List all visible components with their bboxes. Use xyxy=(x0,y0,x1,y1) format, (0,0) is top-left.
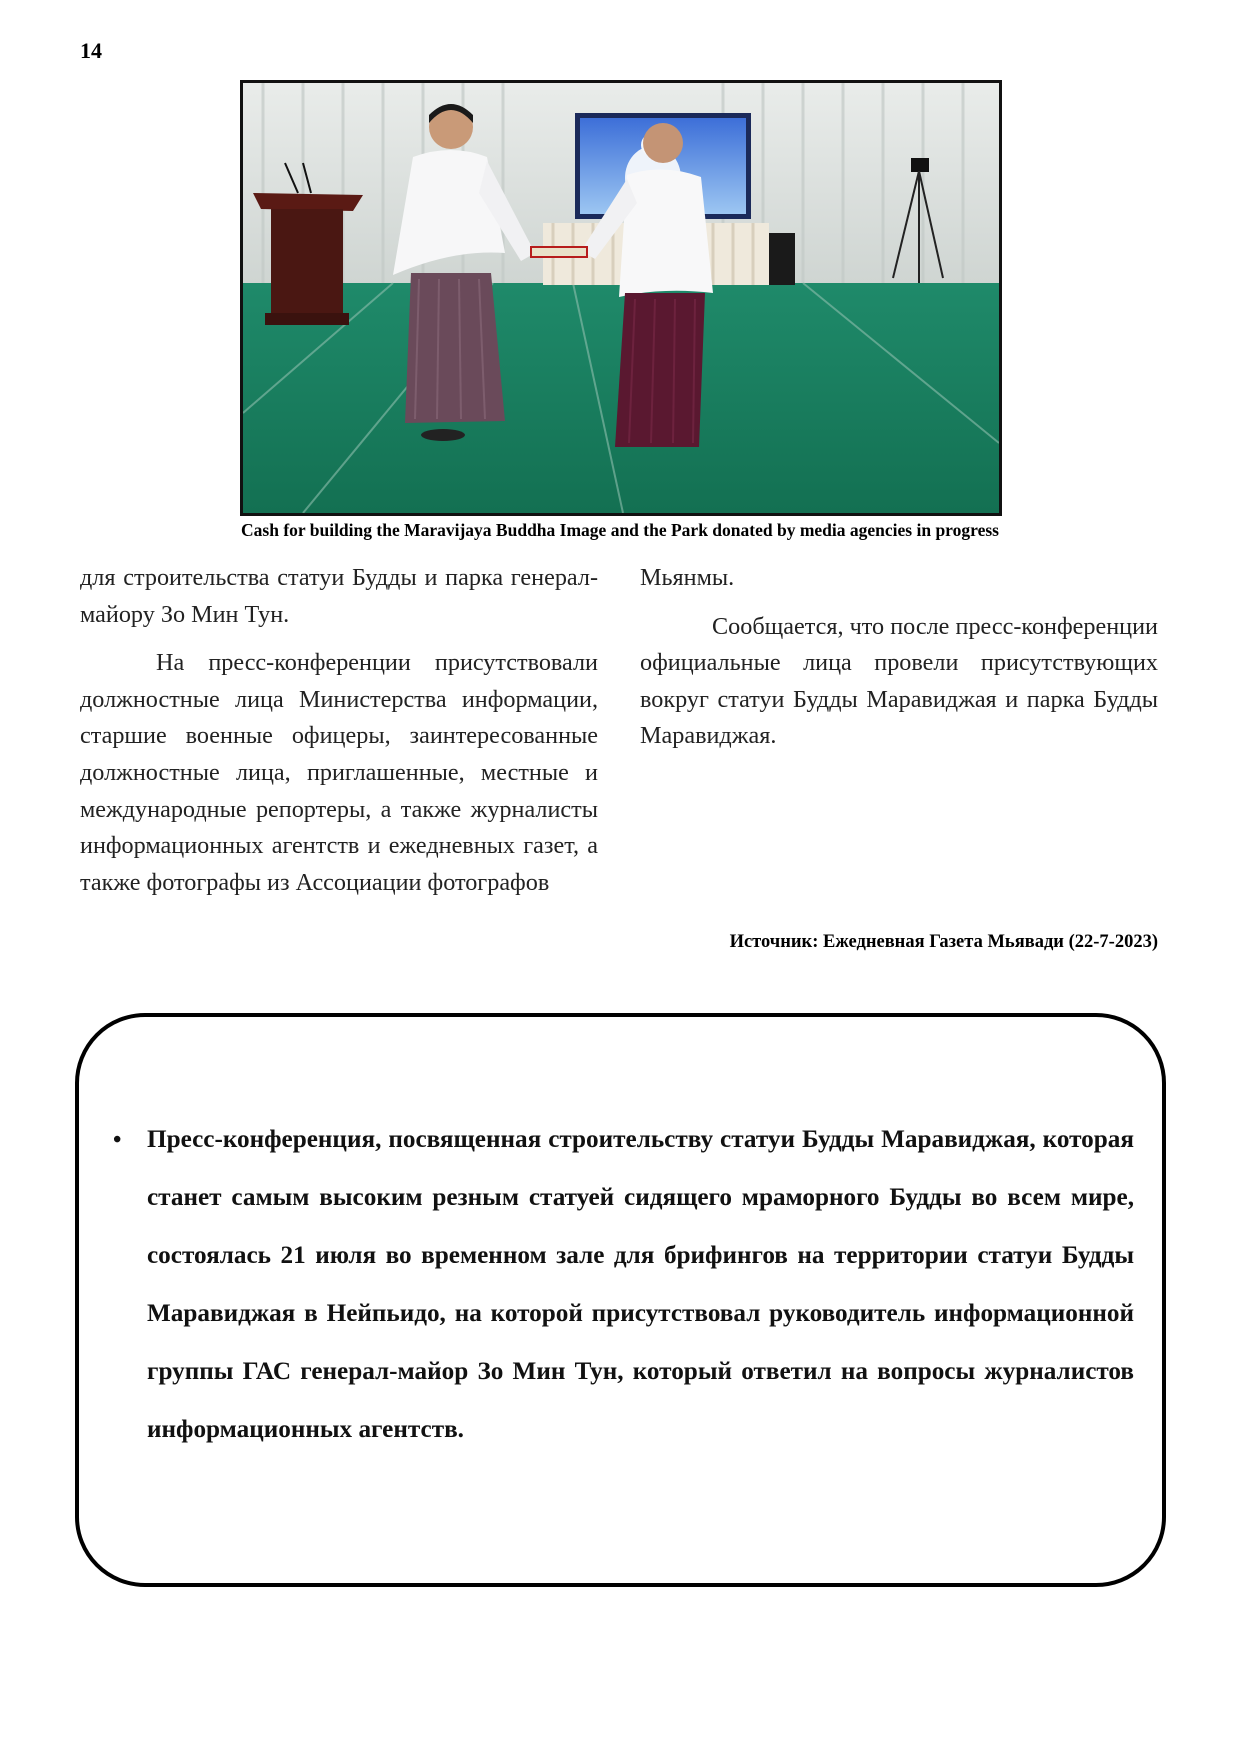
source-citation: Источник: Ежедневная Газета Мьявади (22-7-2023) xyxy=(729,932,1158,952)
photo-caption: Cash for building the Maravijaya Buddha Image and the Park donated by media agencies in progress xyxy=(241,520,999,540)
article-right-column xyxy=(640,560,1158,755)
page-number: 14 xyxy=(80,38,102,63)
paragraph: Сообщается, что после пресс-конференции официальные лица провели присутствующих вокруг статуи Будды Маравиджая и парка Будды Маравиджая. xyxy=(640,612,1158,750)
bullet-icon: • xyxy=(113,1127,122,1153)
paragraph: Мьянмы. xyxy=(640,564,735,591)
paragraph: для строительства статуи Будды и парка генерал-майору Зо Мин Тун. xyxy=(80,564,598,628)
list-item xyxy=(113,1111,1134,1459)
paragraph: На пресс-конференции присутствовали должностные лица Министерства информации, старшие военные офицеры, заинтересованные должностные лица, приглашенные, местные и международные репортеры, а также журналисты информационных агентств и ежедневных газет, а также фотографы из Ассоциации фотографов xyxy=(80,649,598,896)
summary-text: Пресс-конференция, посвященная строительству статуи Будды Маравиджая, которая станет самым высоким резным статуей сидящего мраморного Будды во всем мире, состоялась 21 июля во временном зале для брифингов на территории статуи Будды Маравиджая в Нейпьидо, на которой присутствовал руководитель информационной группы ГАС генерал-майор Зо Мин Тун, который ответил на вопросы журналистов информационных агентств. xyxy=(147,1126,1134,1443)
summary-box xyxy=(75,1013,1166,1587)
photo-illustration xyxy=(243,83,999,513)
article-left-column xyxy=(80,560,598,901)
news-photo xyxy=(240,80,1002,516)
